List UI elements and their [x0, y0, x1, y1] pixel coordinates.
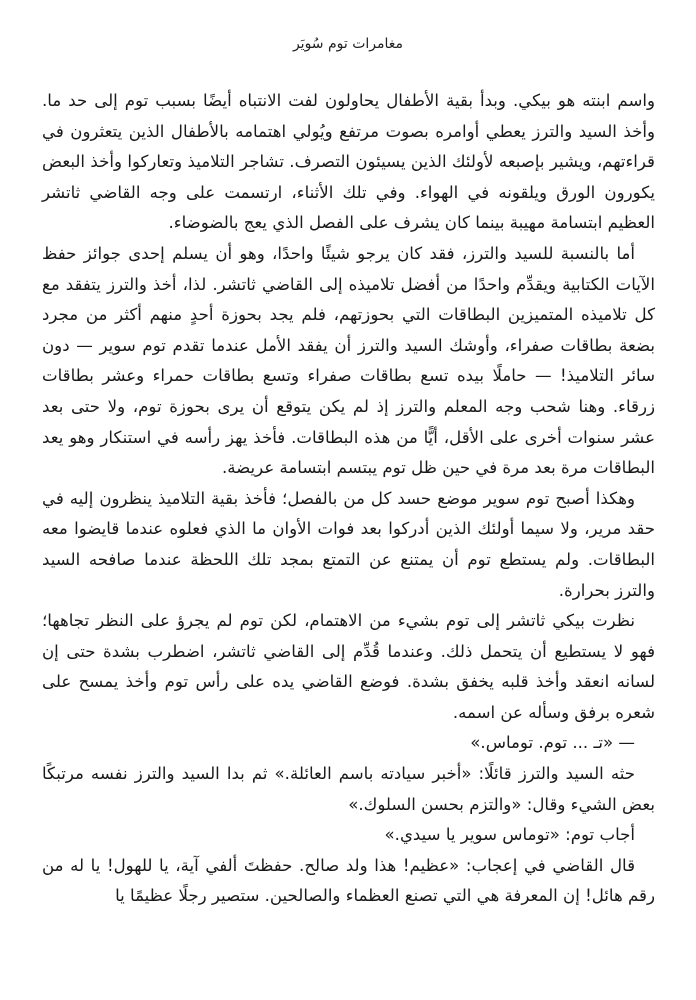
running-header: مغامرات توم سُويَر	[292, 36, 404, 52]
paragraph: نظرت بيكي ثاتشر إلى توم بشيء من الاهتمام، لكن توم لم يجرؤ على النظر تجاهها؛ فهو لا يستطيع أن يتحمل ذلك. وعندما قُدِّم إلى القاضي ثاتشر، اضطرب بشدة حتى إن لسانه انعقد وأخذ قلبه يخفق بشدة. فوضع القاضي يده على رأس توم وأخذ يمسح على شعره برفق وسأله عن اسمه.	[42, 611, 655, 722]
paragraph: أما بالنسبة للسيد والترز، فقد كان يرجو شيئًا واحدًا، وهو أن يسلم إحدى جوائز حفظ الآيات الكتابية ويقدِّم واحدًا من أفضل تلاميذه إلى القاضي ثاتشر. لذا، أخذ والترز يتفقد مع كل تلاميذه المتميزين البطاقات التي بحوزتهم، فلم يجد بحوزة أحدٍ منهم أكثر من مجرد بضعة بطاقات صفراء، وأوشك السيد والترز أن يفقد الأمل عندما تقدم توم سوير — دون سائر التلاميذ! — حاملًا بيده تسع بطاقات صفراء وتسع بطاقات حمراء وعشر بطاقات زرقاء. وهنا شحب وجه المعلم والترز إذ لم يكن يتوقع أن يرى بحوزة توم، ولا حتى بعد عشر سنوات أخرى على الأقل، أيًّا من هذه البطاقات. فأخذ يهز رأسه في استنكار وهو يعد البطاقات مرة بعد مرة في حين ظل توم يبتسم ابتسامة عريضة.	[42, 243, 655, 478]
dialogue-line: أجاب توم: «توماس سوير يا سيدي.»	[384, 825, 635, 845]
dialogue-line: — «تـ ... توم. توماس.»	[470, 733, 635, 753]
paragraph: قال القاضي في إعجاب: «عظيم! هذا ولد صالح. حفظتَ ألفي آية، يا للهول! يا له من رقم هائل! إن المعرفة هي التي تصنع العظماء والصالحين. ستصير رجلًا عظيمًا يا	[42, 855, 655, 906]
paragraph: واسم ابنته هو بيكي. وبدأ بقية الأطفال يحاولون لفت الانتباه أيضًا بسبب توم إلى حد ما. وأخذ السيد والترز يعطي أوامره بصوت مرتفع ويُولي اهتمامه بالأطفال الذين يتعثرون في قراءتهم، ويشير بإصبعه لأولئك الذين يسيئون التصرف. تشاجر التلاميذ وتعاركوا وأخذ البعض يكورون الورق ويلقونه في الهواء. وفي تلك الأثناء، ارتسمت على وجه القاضي ثاتشر العظيم ابتسامة مهيبة بينما كان يشرف على الفصل الذي يعج بالضوضاء.	[42, 91, 655, 233]
paragraph: حثه السيد والترز قائلًا: «أخبر سيادته باسم العائلة.» ثم بدا السيد والترز نفسه مرتبكًا بعض الشيء وقال: «والتزم بحسن السلوك.»	[42, 764, 655, 814]
body-text	[42, 86, 655, 912]
paragraph: وهكذا أصبح توم سوير موضع حسد كل من بالفصل؛ فأخذ بقية التلاميذ ينظرون إليه في حقد مرير، ولا سيما أولئك الذين أدركوا بعد فوات الأوان ما الذي فعلوه عندما قايضوا معه البطاقات. ولم يستطع توم أن يمتنع عن التمتع بمجد تلك اللحظة عندما صافحه السيد والترز بحرارة.	[42, 488, 655, 600]
